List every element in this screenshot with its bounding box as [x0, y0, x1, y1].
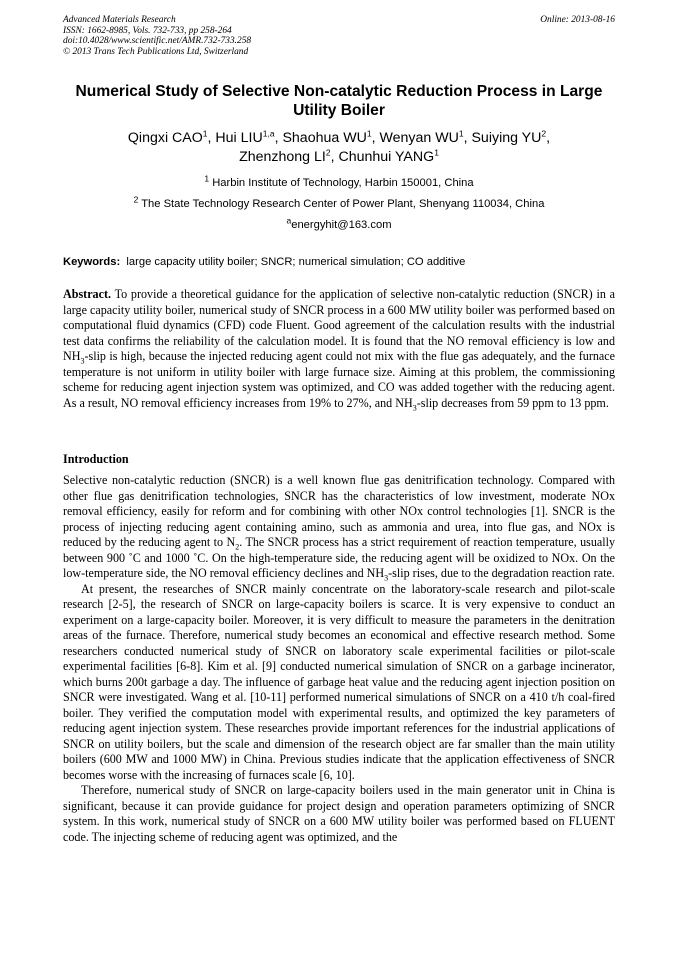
paragraph: At present, the researches of SNCR mainly concentrate on the laboratory-scale research and pilot-scale research [2-5], the research of SNCR on large-capacity boilers is scarce. It is very expensive to conduct an experiment on a large-capacity boiler. Moreover, it is very difficult to measure the parameters in the denitration areas of the furnace. Therefore, numerical study becomes an economical and effective research method. Some researchers conducted numerical study of SNCR on laboratory scale experimental facilities or pilot-scale experimental facilities [6-8]. Kim et al. [9] conducted numerical simulation of SNCR on a garbage incinerator, which burns 200t garbage a day. The influence of garbage heat value and the reducing agent injection position on SNCR were investigated. Wang et al. [10-11] performed numerical simulations of SNCR on a 410 t/h coal-fired boiler. They verified the computation model with experimental results, and optimized the key parameters of reducing agent injection system. These researches provide important references for the industrial applications of SNCR on utility boilers, but the scale and dimension of the research object are far smaller than the main utility boilers (600 MW and 1000 MW) in China. Previous studies indicate that the application effectiveness of SNCR becomes worse with the increasing of furnaces scale [6, 10].	[63, 581, 615, 782]
keywords-label: Keywords:	[63, 256, 121, 268]
author: Hui LIU$^{1,a}$,	[215, 128, 283, 146]
paper-title: Numerical Study of Selective Non-catalytic Reduction Process in Large Utility Boiler	[75, 83, 603, 119]
online-date: Online: 2013-08-16	[540, 15, 615, 25]
paragraph: Therefore, numerical study of SNCR on large-capacity boilers used in the main generator unit in China is significant, because it can provide guidance for project design and operation parameters optimizing of SNCR system. In this work, numerical study of SNCR on a 600 MW utility boiler was performed based on FLUENT code. The injecting scheme of reducing agent was optimized, and the	[63, 783, 615, 844]
author: Chunhui YANG$^1$	[338, 147, 439, 165]
affiliation-1: $^1$ Harbin Institute of Technology, Harbin 150001, China	[204, 173, 474, 189]
paragraph: Selective non-catalytic reduction (SNCR) is a well known flue gas denitrification technology. Compared with other flue gas denitrification technologies, SNCR has the characteristics of low investment, moderate NOx removal efficiency, easily for reform and for combining with other NOx control technologies [1]. SNCR is the process of injecting reducing agent containing amino, such as ammonia and urea, into flue gas, and NOx is reduced by the reducing agent to $N_2$. The SNCR process has a strict requirement of reaction temperature, usually between 900 ˚C and 1000 ˚C. On the high-temperature side, the reducing agent will be oxidized to NOx. On the low-temperature side, the NO removal efficiency declines and $NH_3$-slip rises, due to the degradation reaction rate.	[63, 473, 616, 583]
author: Qingxi CAO$^1$,	[127, 128, 216, 146]
author: Wenyan $WU^1$,	[379, 128, 472, 146]
keywords-text: large capacity utility boiler; SNCR; numerical simulation; CO additive	[126, 256, 466, 268]
keywords	[63, 255, 623, 269]
journal-name: Advanced Materials Research	[63, 15, 176, 25]
section-heading-introduction: Introduction	[63, 452, 129, 466]
introduction-body	[63, 473, 615, 845]
copyright-line: © 2013 Trans Tech Publications Ltd, Switzerland	[63, 46, 249, 57]
author: Shaohua $WU^1$,	[282, 128, 380, 146]
author-list	[63, 129, 615, 167]
abstract: Abstract. To provide a theoretical guidance for the application of selective non-catalytic reduction (SNCR) in a large capacity utility boiler, numerical study of SNCR process in a 600 MW utility boiler was performed based on computational fluid dynamics (CFD) code Fluent. Good agreement of the calculation results with the industrial test data confirms the reliability of the calculation model. It is found that the NO removal efficiency is low and $NH_3$-slip is high, because the injected reducing agent could not mix with the flue gas adequately, and the furnace temperature is not uniform in utility boiler with large furnace size. Aiming at this problem, the commissioning scheme for reducing agent injection system was optimized, and CO was added together with the reducing agent. As a result, NO removal efficiency increases from 19% to 27%, and $NH_3$-slip decreases from 59 ppm to 13 ppm.	[63, 287, 615, 412]
doi-line[interactable]: doi:10.4028/www.scientific.net/AMR.732-733.258	[63, 36, 252, 47]
author-email[interactable]: $^a$energyhit@163.com	[286, 215, 392, 231]
affiliation-2: $^2$ The State Technology Research Center of Power Plant, Shenyang 110034, China	[133, 194, 545, 210]
abstract-label: Abstract.	[63, 287, 112, 301]
issn-line: ISSN: 1662-8985, Vols. 732-733, pp 258-264	[63, 25, 232, 36]
author: Zhenzhong $LI^2$,	[239, 147, 339, 165]
author: Suiying $YU^2$,	[471, 128, 551, 146]
journal-header	[63, 15, 615, 57]
